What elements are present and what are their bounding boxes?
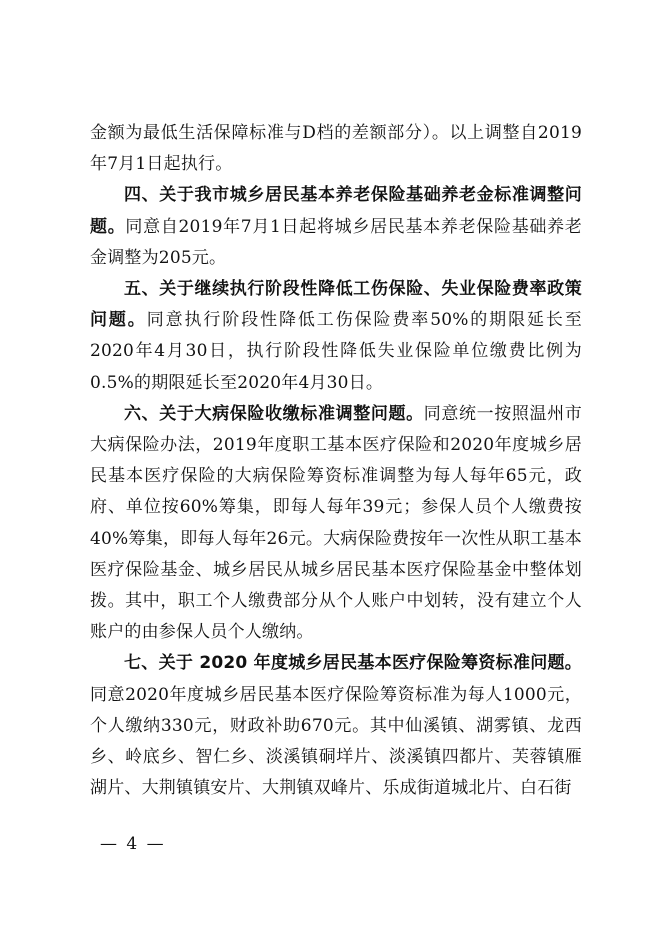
paragraph-text: 同意自2019年7月1日起将城乡居民基本养老保险基础养老金调整为205元。: [90, 216, 583, 268]
paragraph-major-illness: [90, 399, 582, 649]
paragraph-heading: 七、关于 2020 年度城乡居民基本医疗保险筹资标准问题。: [124, 653, 582, 674]
page-number: — 4 —: [100, 834, 166, 854]
paragraph-insurance-rate: [90, 274, 582, 399]
paragraph-text: 同意执行阶段性降低工伤保险费率50%的期限延长至2020年4月30日，执行阶段性降低失业保险单位缴费比例为0.5%的期限延长至2020年4月30日。: [90, 310, 582, 393]
paragraph-pension: [90, 180, 582, 274]
body-text: [90, 118, 582, 804]
paragraph-text: 同意2020年度城乡居民基本医疗保险筹资标准为每人1000元，个人缴纳330元，财政补助670元。其中仙溪镇、湖雾镇、龙西乡、岭底乡、智仁乡、淡溪镇硐垟片、淡溪镇四都片、芙蓉镇雁湖片、大荆镇镇安片、大荆镇双峰片、乐成街道城北片、白石街: [90, 684, 582, 799]
paragraph-continuation: [90, 118, 582, 180]
paragraph-heading: 四、关于我市城乡居民基本养老保险基础养老金标准调整问题。: [90, 185, 582, 237]
paragraph-text: 同意统一按照温州市大病保险办法，2019年度职工基本医疗保险和2020年度城乡居民基本医疗保险的大病保险筹资标准调整为每人每年65元，政府、单位按60%筹集，即每人每年39元；参保人员个人缴费按40%筹集，即每人每年26元。大病保险费按年一次性从职工基本医疗保险基金、城乡居民从城乡居民基本医疗保险基金中整体划拨。其中，职工个人缴费部分从个人账户中划转，没有建立个人账户的由参保人员个人缴纳。: [90, 403, 582, 643]
paragraph-heading: 五、关于继续执行阶段性降低工伤保险、失业保险费率政策问题。: [90, 279, 582, 331]
paragraph-medical-funding: [90, 648, 582, 804]
paragraph-heading: 六、关于大病保险收缴标准调整问题。: [124, 403, 424, 424]
paragraph-text: 金额为最低生活保障标准与D档的差额部分）。以上调整自2019年7月1日起执行。: [90, 123, 582, 175]
